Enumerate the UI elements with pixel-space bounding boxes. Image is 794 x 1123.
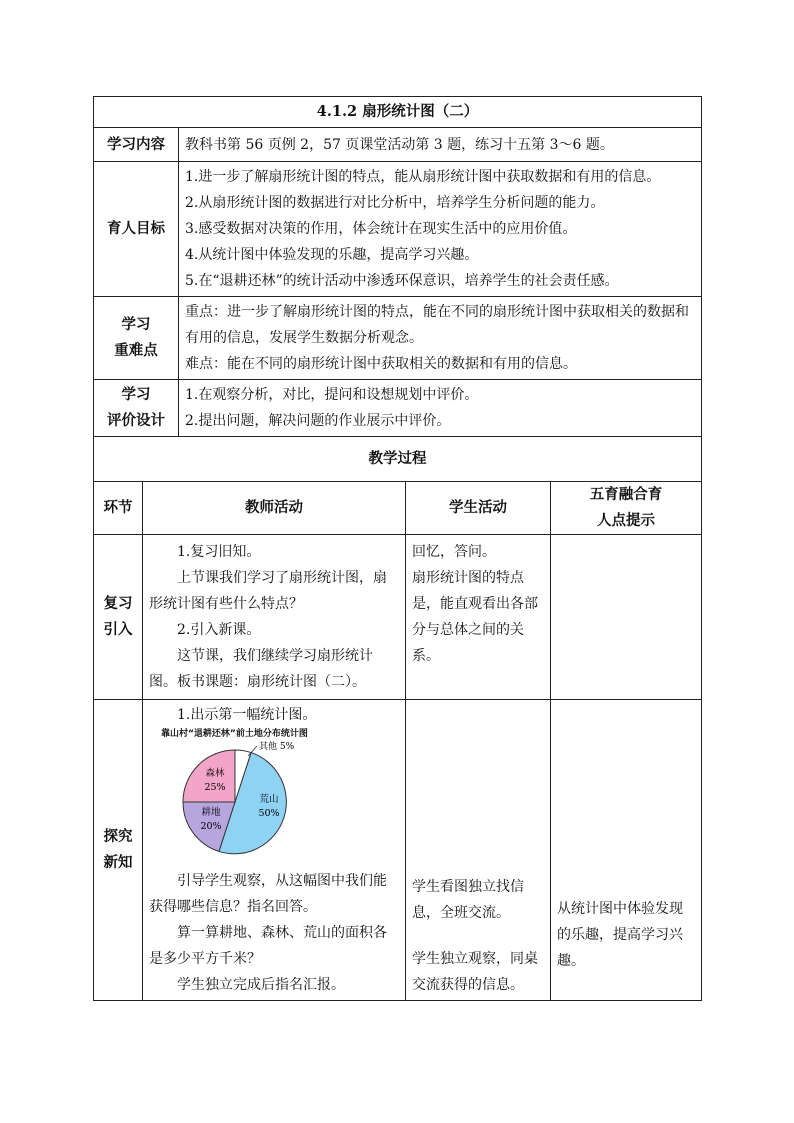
difficulty-point: 难点：能在不同的扇形统计图中获取相关的数据和有用的信息。 (185, 356, 577, 372)
lesson-plan-table (93, 96, 702, 1001)
review-wuyu (551, 535, 702, 700)
teacher-line: 1.复习旧知。 (177, 544, 261, 560)
lesson-plan-page (93, 96, 701, 1001)
label-other: 其他 5% (259, 742, 295, 752)
pie-chart (155, 740, 395, 855)
evaluation-label: 学习 评价设计 (94, 380, 179, 437)
key-point: 重点：进一步了解扇形统计图的特点，能在不同的扇形统计图中获取相关的数据和有用的信息，发展学生数据分析观念。 (185, 304, 689, 346)
student-line: 回忆，答问。 (412, 544, 496, 560)
goals-label: 育人目标 (94, 162, 179, 297)
evaluation-item: 2.提出问题，解决问题的作业展示中评价。 (185, 413, 451, 429)
keypoints-text (179, 297, 702, 380)
teacher-header: 教师活动 (143, 482, 406, 535)
teacher-line: 1.出示第一幅统计图。 (177, 707, 317, 723)
evaluation-item: 1.在观察分析，对比，提问和设想规划中评价。 (185, 387, 479, 403)
teacher-line: 这节课，我们继续学习扇形统计图。板书课题：扇形统计图（二）。 (149, 648, 373, 690)
goal-item: 3.感受数据对决策的作用，体会统计在现实生活中的应用价值。 (185, 221, 577, 237)
goal-item: 2.从扇形统计图的数据进行对比分析中，培养学生分析问题的能力。 (185, 195, 605, 211)
lesson-title: 4.1.2 扇形统计图（二） (94, 97, 702, 128)
teacher-line: 2.引入新课。 (177, 622, 261, 638)
label-farmland-name: 耕地 (201, 807, 221, 818)
student-header: 学生活动 (406, 482, 551, 535)
keypoints-label: 学习 重难点 (94, 297, 179, 380)
teacher-line: 引导学生观察，从这幅图中我们能获得哪些信息？指名回答。 (149, 873, 387, 915)
content-text: 教科书第 56 页例 2，57 页课堂活动第 3 题，练习十五第 3～6 题。 (179, 128, 702, 162)
explore-stage: 探究 新知 (94, 700, 143, 1001)
teacher-line: 算一算耕地、森林、荒山的面积各是多少平方千米？ (149, 925, 387, 967)
explore-student (406, 700, 551, 1001)
student-line: 学生看图独立找信息，全班交流。 (412, 879, 524, 921)
stage-header: 环节 (94, 482, 143, 535)
chart-title: 靠山村“退耕还林”前土地分布统计图 (161, 729, 308, 739)
label-farmland-pct: 20% (200, 821, 222, 832)
pie-chart-figure (149, 728, 399, 864)
student-line: 学生独立观察，同桌交流获得的信息。 (412, 951, 538, 993)
label-forest-name: 森林 (205, 768, 225, 779)
goal-item: 1.进一步了解扇形统计图的特点，能从扇形统计图中获取数据和有用的信息。 (185, 169, 661, 185)
wuyu-header: 五育融合育 人点提示 (551, 482, 702, 535)
goal-item: 5.在“退耕还林”的统计活动中渗透环保意识，培养学生的社会责任感。 (185, 273, 619, 289)
label-wasteland-pct: 50% (258, 808, 280, 819)
review-student (406, 535, 551, 700)
teacher-line: 上节课我们学习了扇形统计图，扇形统计图有些什么特点？ (149, 570, 387, 612)
student-line: 扇形统计图的特点是，能直观看出各部分与总体之间的关系。 (412, 570, 538, 664)
label-wasteland-name: 荒山 (259, 794, 279, 805)
goal-item: 4.从统计图中体验发现的乐趣，提高学习兴趣。 (185, 247, 479, 263)
teacher-line: 学生独立完成后指名汇报。 (177, 977, 345, 993)
explore-teacher (143, 700, 406, 1001)
content-label: 学习内容 (94, 128, 179, 162)
review-teacher (143, 535, 406, 700)
explore-wuyu: 从统计图中体验发现的乐趣，提高学习兴趣。 (551, 700, 702, 1001)
process-title: 教学过程 (94, 437, 702, 482)
goals-list (179, 162, 702, 297)
evaluation-list (179, 380, 702, 437)
label-forest-pct: 25% (204, 782, 226, 793)
review-stage: 复习 引入 (94, 535, 143, 700)
